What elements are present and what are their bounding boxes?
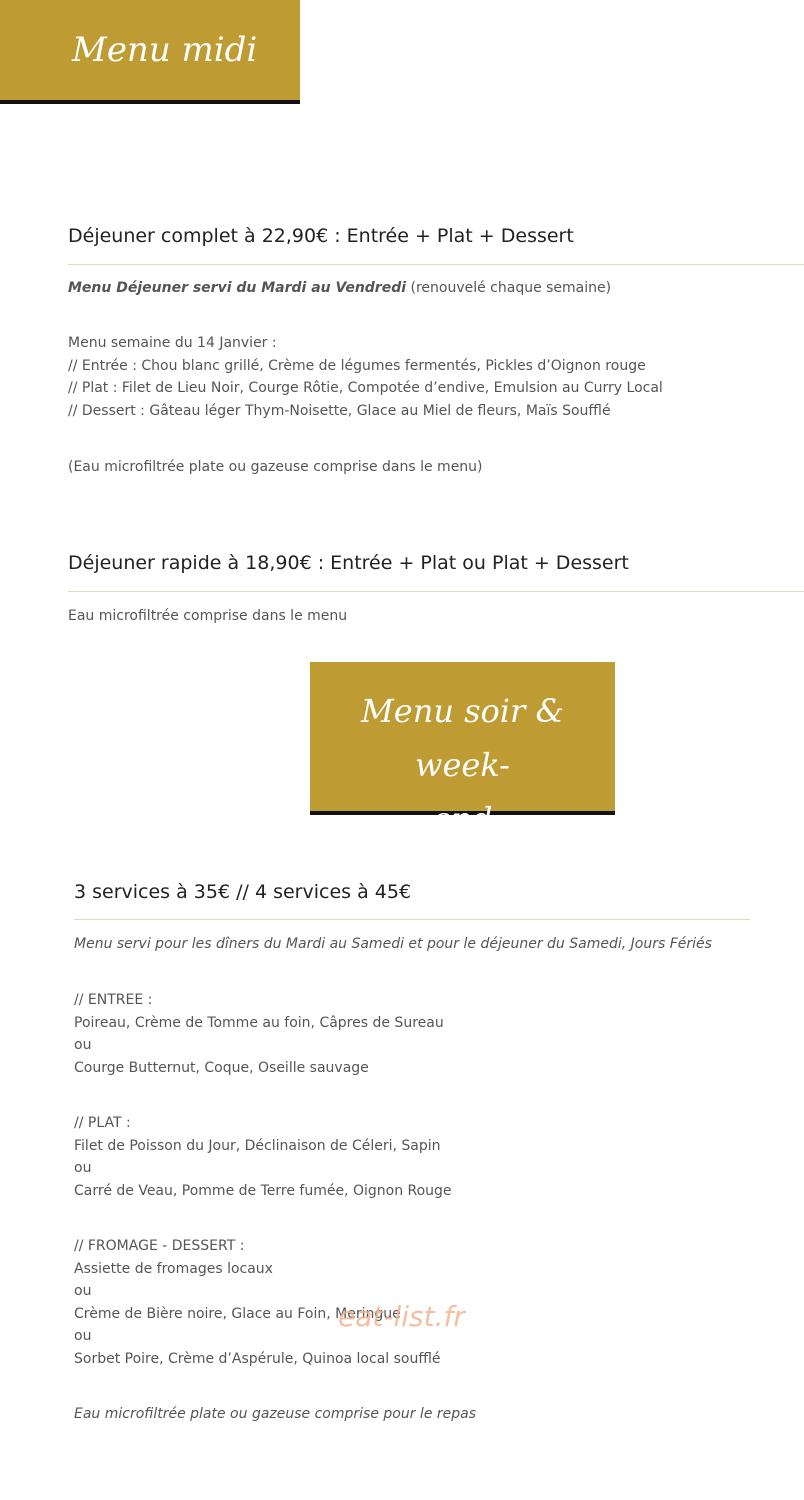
dejeuner-rapide-note: Eau microfiltrée comprise dans le menu [68, 608, 348, 624]
soir-title: 3 services à 35€ // 4 services à 45€ [74, 881, 412, 903]
menu-line-entree: // Entrée : Chou blanc grillé, Crème de légumes fermentés, Pickles d’Oignon rouge [68, 357, 646, 374]
soir-subtitle: Menu servi pour les dîners du Mardi au Samedi et pour le déjeuner du Samedi, Jours Fériés [74, 936, 712, 952]
menu-midi-title: Menu midi [72, 30, 258, 70]
entree-or: ou [74, 1037, 92, 1053]
menu-line-plat: // Plat : Filet de Lieu Noir, Courge Rôtie, Compotée d’endive, Emulsion au Curry Local [68, 380, 663, 396]
dessert-or: ou [74, 1328, 92, 1344]
divider [74, 919, 750, 920]
menu-midi-banner [0, 0, 300, 104]
dejeuner-complet-menu [68, 332, 663, 422]
soir-plat [74, 1112, 452, 1202]
soir-note: Eau microfiltrée plate ou gazeuse comprise pour le repas [74, 1406, 477, 1422]
dejeuner-complet-subtitle [68, 277, 611, 300]
menu-week-label: Menu semaine du 14 Janvier : [68, 335, 277, 351]
soir-entree [74, 989, 444, 1079]
entree-option: Courge Butternut, Coque, Oseille sauvage [74, 1059, 369, 1076]
dejeuner-complet-note: (Eau microfiltrée plate ou gazeuse comprise dans le menu) [68, 459, 483, 475]
dejeuner-complet-title: Déjeuner complet à 22,90€ : Entrée + Plat + Dessert [68, 225, 574, 247]
dejeuner-complet-days: Menu Déjeuner servi du Mardi au Vendredi [68, 280, 407, 296]
menu-soir-title-line1: Menu soir & week- [361, 692, 564, 784]
entree-heading: // ENTREE : [74, 992, 153, 1008]
menu-soir-title-line2: end [432, 800, 493, 838]
plat-heading: // PLAT : [74, 1115, 131, 1131]
dejeuner-complet-renewal: (renouvelé chaque semaine) [406, 280, 612, 296]
dessert-heading: // FROMAGE - DESSERT : [74, 1238, 245, 1254]
dessert-option: Assiette de fromages locaux [74, 1260, 273, 1277]
plat-option: Carré de Veau, Pomme de Terre fumée, Oignon Rouge [74, 1182, 452, 1199]
watermark: eat-list.fr [338, 1300, 465, 1333]
plat-or: ou [74, 1160, 92, 1176]
menu-line-dessert: // Dessert : Gâteau léger Thym-Noisette, Glace au Miel de fleurs, Maïs Soufflé [68, 402, 611, 419]
dejeuner-rapide-title: Déjeuner rapide à 18,90€ : Entrée + Plat ou Plat + Dessert [68, 552, 629, 574]
dessert-or: ou [74, 1283, 92, 1299]
divider [68, 264, 804, 265]
dessert-option: Crème de Bière noire, Glace au Foin, Meringue [74, 1305, 401, 1322]
menu-soir-banner [310, 662, 615, 838]
plat-option: Filet de Poisson du Jour, Déclinaison de Céleri, Sapin [74, 1137, 441, 1154]
divider [68, 591, 804, 592]
dessert-option: Sorbet Poire, Crème d’Aspérule, Quinoa local soufflé [74, 1350, 441, 1367]
entree-option: Poireau, Crème de Tomme au foin, Câpres de Sureau [74, 1014, 444, 1031]
